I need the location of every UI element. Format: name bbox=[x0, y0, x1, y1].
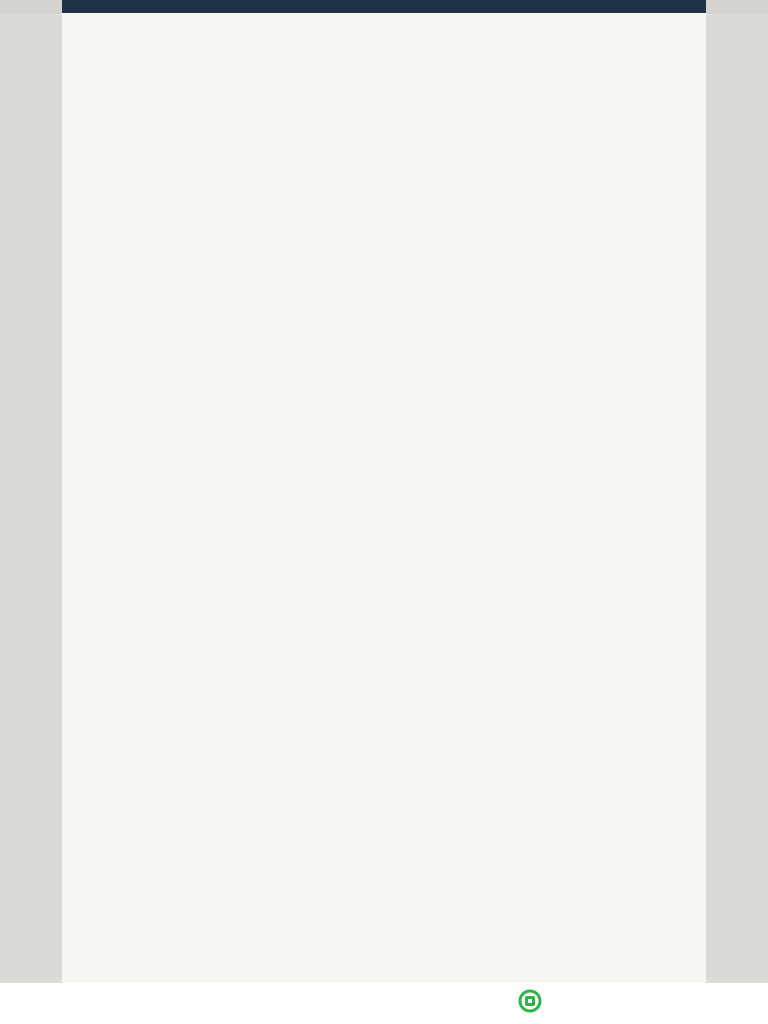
page-top-bar bbox=[62, 0, 706, 13]
document-page bbox=[62, 13, 706, 983]
oken-scanner-logo-icon bbox=[518, 989, 542, 1013]
scanner-watermark bbox=[518, 989, 550, 1013]
scan-footer bbox=[0, 983, 768, 1024]
